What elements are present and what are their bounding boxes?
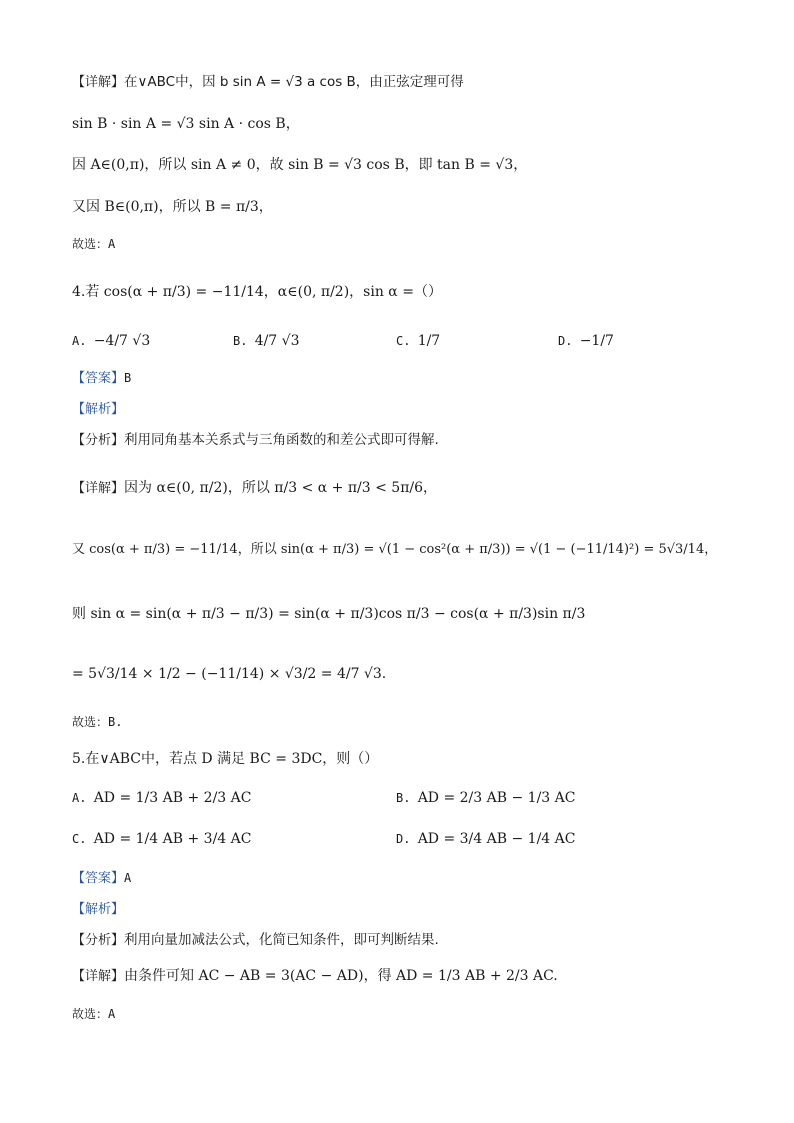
q5-detail-text-1: 由条件可知 AC − AB = 3(AC − AD)，得 AD = 1/3 AB + 2/3 AC. [124, 968, 558, 984]
q4-answer-value: B [124, 371, 132, 385]
q5-option-c-value: AD = 1/4 AB + 3/4 AC [93, 831, 252, 847]
detail-tag: 【详解】 [72, 481, 125, 496]
answer-tag: 【答案】 [72, 871, 125, 886]
q4-option-b-value: 4/7 √3 [254, 333, 300, 349]
analysis-tag: 【解析】 [72, 902, 125, 917]
q3-detail-line-3: 因 A∈(0,π)，所以 sin A ≠ 0，故 sin B = √3 cos B，即 tan B = √3， [72, 157, 528, 173]
q4-choice-line: 故选：B. [72, 715, 123, 729]
q5-option-b-label: B. [396, 791, 411, 805]
q5-option-c [72, 831, 251, 847]
q4-option-b [233, 333, 300, 349]
q4-option-d [558, 333, 614, 349]
fenxi-tag: 【分析】 [72, 433, 125, 448]
q4-option-a-label: A. [72, 334, 87, 348]
q4-detail-line-1 [72, 478, 734, 499]
fenxi-tag: 【分析】 [72, 933, 125, 948]
answer-tag: 【答案】 [72, 371, 125, 386]
q5-answer-line [72, 868, 734, 889]
q4-option-a [72, 333, 150, 349]
q4-option-d-label: D. [558, 334, 573, 348]
q5-option-a-value: AD = 1/3 AB + 2/3 AC [93, 790, 252, 806]
q5-choice-line: 故选：A [72, 1007, 116, 1021]
q3-choice-line: 故选：A [72, 237, 116, 251]
analysis-tag: 【解析】 [72, 402, 125, 417]
q4-stem: 4.若 cos(α + π/3) = −11/14，α∈(0, π/2)，sin α =（） [72, 284, 442, 300]
q4-option-a-value: −4/7 √3 [93, 333, 151, 349]
q4-fenxi-line [72, 430, 734, 451]
q4-detail-line-4: = 5√3/14 × 1/2 − (−11/14) × √3/2 = 4/7 √3. [72, 666, 387, 682]
q4-answer-line [72, 368, 734, 389]
q3-detail-line-1 [72, 72, 734, 93]
q4-detail-line-3: 则 sin α = sin(α + π/3 − π/3) = sin(α + π/3)cos π/3 − cos(α + π/3)sin π/3 [72, 606, 586, 622]
q5-detail-line-1 [72, 966, 734, 987]
q3-detail-text-1: 在∨ABC中，因 b sin A = √3 a cos B，由正弦定理可得 [124, 74, 464, 90]
q5-analysis-line [72, 899, 734, 920]
q5-fenxi-text: 利用向量加减法公式，化简已知条件，即可判断结果. [124, 932, 439, 948]
q5-fenxi-line [72, 930, 734, 951]
q5-answer-value: A [124, 871, 132, 885]
q3-detail-line-4: 又因 B∈(0,π)，所以 B = π/3， [72, 199, 273, 215]
detail-tag: 【详解】 [72, 75, 125, 90]
q4-option-c-value: 1/7 [417, 333, 441, 349]
q5-option-a-label: A. [72, 791, 87, 805]
q5-stem: 5.在∨ABC中，若点 D 满足 BC = 3DC，则（） [72, 751, 379, 767]
q5-option-b-value: AD = 2/3 AB − 1/3 AC [417, 790, 576, 806]
q4-option-c-label: C. [396, 334, 411, 348]
q5-option-d-label: D. [396, 832, 411, 846]
q5-option-d-value: AD = 3/4 AB − 1/4 AC [417, 831, 576, 847]
q5-option-b [396, 790, 575, 806]
q4-detail-line-2: 又 cos(α + π/3) = −11/14，所以 sin(α + π/3) = √(1 − cos²(α + π/3)) = √(1 − (−11/14)²) = 5√3/14， [72, 542, 718, 557]
q5-option-c-label: C. [72, 832, 87, 846]
q4-fenxi-text: 利用同角基本关系式与三角函数的和差公式即可得解. [124, 432, 439, 448]
q4-option-d-value: −1/7 [579, 333, 614, 349]
q4-detail-text-1: 因为 α∈(0, π/2)，所以 π/3 < α + π/3 < 5π/6， [124, 480, 438, 496]
detail-tag: 【详解】 [72, 969, 125, 984]
q5-option-d [396, 831, 575, 847]
q4-option-c [396, 333, 440, 349]
q4-option-b-label: B. [233, 334, 248, 348]
q4-analysis-line [72, 399, 734, 420]
q5-option-a [72, 790, 251, 806]
q3-detail-line-2: sin B · sin A = √3 sin A · cos B， [72, 116, 300, 132]
